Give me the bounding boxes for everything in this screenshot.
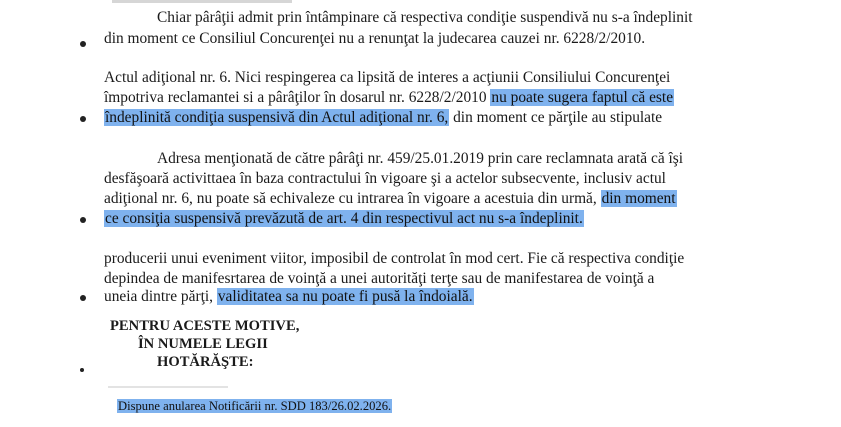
- p4-line-3: [104, 287, 474, 307]
- p3-line-2: desfăşoară activittaea în baza contractului în vigoare şi a actelor subsecvente, inclusiv actul: [104, 170, 666, 187]
- heading-motive: PENTRU ACESTE MOTIVE,: [110, 318, 300, 334]
- heading-legii: ÎN NUMELE LEGII: [138, 336, 268, 352]
- p3-line-4: [104, 209, 584, 229]
- p2-line-3-plain: din moment ce părţile au stipulate: [453, 109, 663, 126]
- bullet-1: [80, 41, 86, 47]
- highlight-1b: îndeplinită condiţia suspensivă din Actul adiţional nr. 6,: [105, 109, 449, 126]
- highlight-2b: ce consiţia suspensivă prevăzută de art. 4 din respectivul act nu s-a îndeplinit.: [105, 210, 583, 227]
- p3-line-3: [104, 189, 677, 209]
- heading-hotaraste: HOTĂRĂŞTE:: [157, 354, 254, 370]
- dispune-line: [117, 396, 392, 416]
- p3-line-3-plain: adiţional nr. 6, nu poate să echivaleze cu intrarea în vigoare a acestuia din urmă,: [104, 190, 597, 207]
- p4-line-1: producerii unui eveniment viitor, imposibil de controlat în mod cert. Fie că respectiva condiţie: [104, 250, 685, 267]
- highlight-1a: nu poate sugera faptul că este: [491, 89, 674, 106]
- bullet-2: [80, 116, 86, 122]
- scan-artifact-top: [112, 0, 292, 3]
- bullet-5: [80, 368, 84, 372]
- highlight-2a: din moment: [601, 190, 676, 207]
- p2-line-2: [104, 88, 674, 108]
- bullet-3: [80, 217, 86, 223]
- p3-line-1: Adresa menţionată de către pârâţi nr. 459/25.01.2019 prin care reclamnata arată că îşi: [157, 150, 684, 167]
- p2-line-3: [104, 108, 662, 128]
- p1-line-1: Chiar pârâţii admit prin întâmpinare că respectiva condiţie suspendivă nu s-a îndeplinit: [157, 9, 693, 26]
- highlight-3: validitatea sa nu poate fi pusă la îndoială.: [217, 288, 473, 305]
- highlight-4: Dispune anularea Notificării nr. SDD 183/26.02.2026.: [118, 399, 392, 413]
- scan-artifact-line: [108, 386, 228, 388]
- p4-line-3-plain: uneia dintre părţi,: [104, 288, 213, 305]
- p4-line-2: depindea de manifesrtarea de voinţă a unei autorităţi terţe sau de manifestarea de voinţă a: [104, 270, 655, 287]
- p2-line-1: Actul adiţional nr. 6. Nici respingerea ca lipsită de interes a acţiunii Consiliului Concurenţei: [104, 69, 671, 86]
- p1-line-2: din moment ce Consiliul Concurenţei nu a renunţat la judecarea cauzei nr. 6228/2/2010.: [104, 30, 646, 47]
- p2-line-2-plain: împotriva reclamantei si a pârâţilor în dosarul nr. 6228/2/2010: [104, 89, 487, 106]
- bullet-4: [80, 295, 86, 301]
